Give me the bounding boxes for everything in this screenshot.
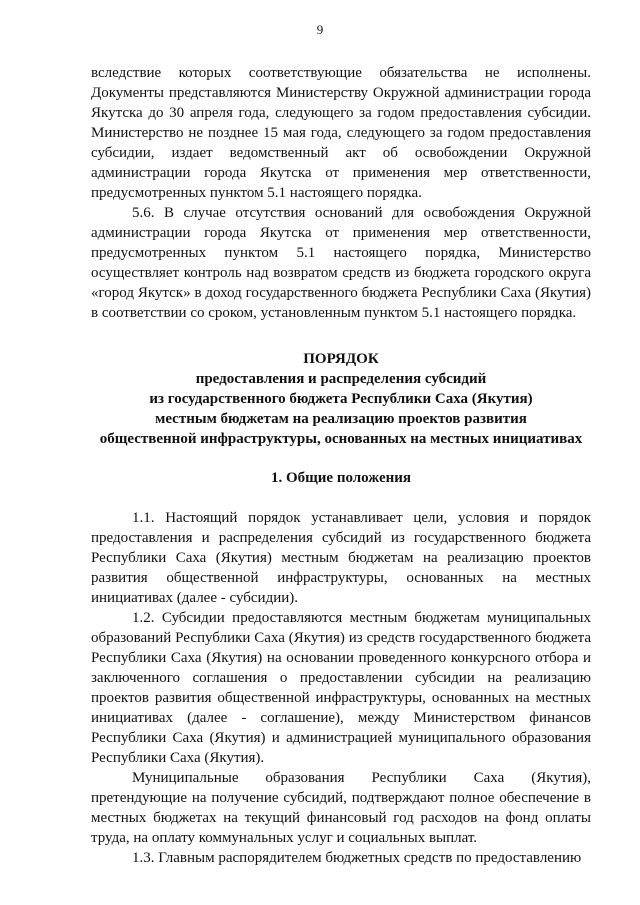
heading-title: ПОРЯДОК — [303, 351, 379, 367]
page-number: 9 — [316, 22, 324, 37]
document-heading — [91, 349, 591, 449]
heading-line: из государственного бюджета Республики Саха (Якутия) — [149, 391, 533, 407]
paragraph-1-1: 1.1. Настоящий порядок устанавливает цели, условия и порядок предоставления и распределения субсидий из государственного бюджета Республики Саха (Якутия) местным бюджетам на реализацию проектов развития общественной инфраструктуры, основанных на местных инициативах (далее - субсидии). — [91, 510, 591, 606]
heading-line: предоставления и распределения субсидий — [195, 371, 487, 387]
paragraph-continuation: вследствие которых соответствующие обязательства не исполнены. Документы представляются Министерству Окружной администрации города Якутска до 30 апреля года, следующего за годом предоставления субсидии. Министерство не позднее 15 мая года, следующего за годом предоставления субсидии, издает ведомственный акт об освобождении Окружной администрации города Якутска от применения мер ответственности, предусмотренных пунктом 5.1 настоящего порядка. — [91, 65, 591, 201]
document-body — [91, 63, 591, 868]
paragraph-5-6: 5.6. В случае отсутствия оснований для освобождения Окружной администрации города Якутска от применения мер ответственности, предусмотренных пунктом 5.1 настоящего порядка, Министерство осуществляет контроль над возвратом средств из бюджета городского округа «город Якутск» в доход государственного бюджета Республики Саха (Якутия) в соответствии со сроком, установленным пунктом 5.1 настоящего порядка. — [91, 205, 591, 321]
section-title: 1. Общие положения — [270, 470, 412, 486]
paragraph-1-3: 1.3. Главным распорядителем бюджетных средств по предоставлению — [132, 850, 582, 866]
heading-line: общественной инфраструктуры, основанных на местных инициативах — [99, 431, 583, 447]
paragraph-municipal: Муниципальные образования Республики Саха (Якутия), претендующие на получение субсидий, подтверждают полное обеспечение в местных бюджетах на текущий финансовый год расходов на фонд оплаты труда, на оплату коммунальных услуг и социальных выплат. — [91, 770, 591, 846]
paragraph-1-2: 1.2. Субсидии предоставляются местным бюджетам муниципальных образований Республики Саха (Якутия) из средств государственного бюджета Республики Саха (Якутия) на основании проведенного конкурсного отбора и заключенного соглашения о предоставлении субсидии на реализацию проектов развития общественной инфраструктуры, основанных на местных инициативах (далее - соглашение), между Министерством финансов Республики Саха (Якутия) и администрацией муниципального образования Республики Саха (Якутия). — [91, 610, 591, 766]
heading-line: местным бюджетам на реализацию проектов развития — [155, 411, 527, 427]
